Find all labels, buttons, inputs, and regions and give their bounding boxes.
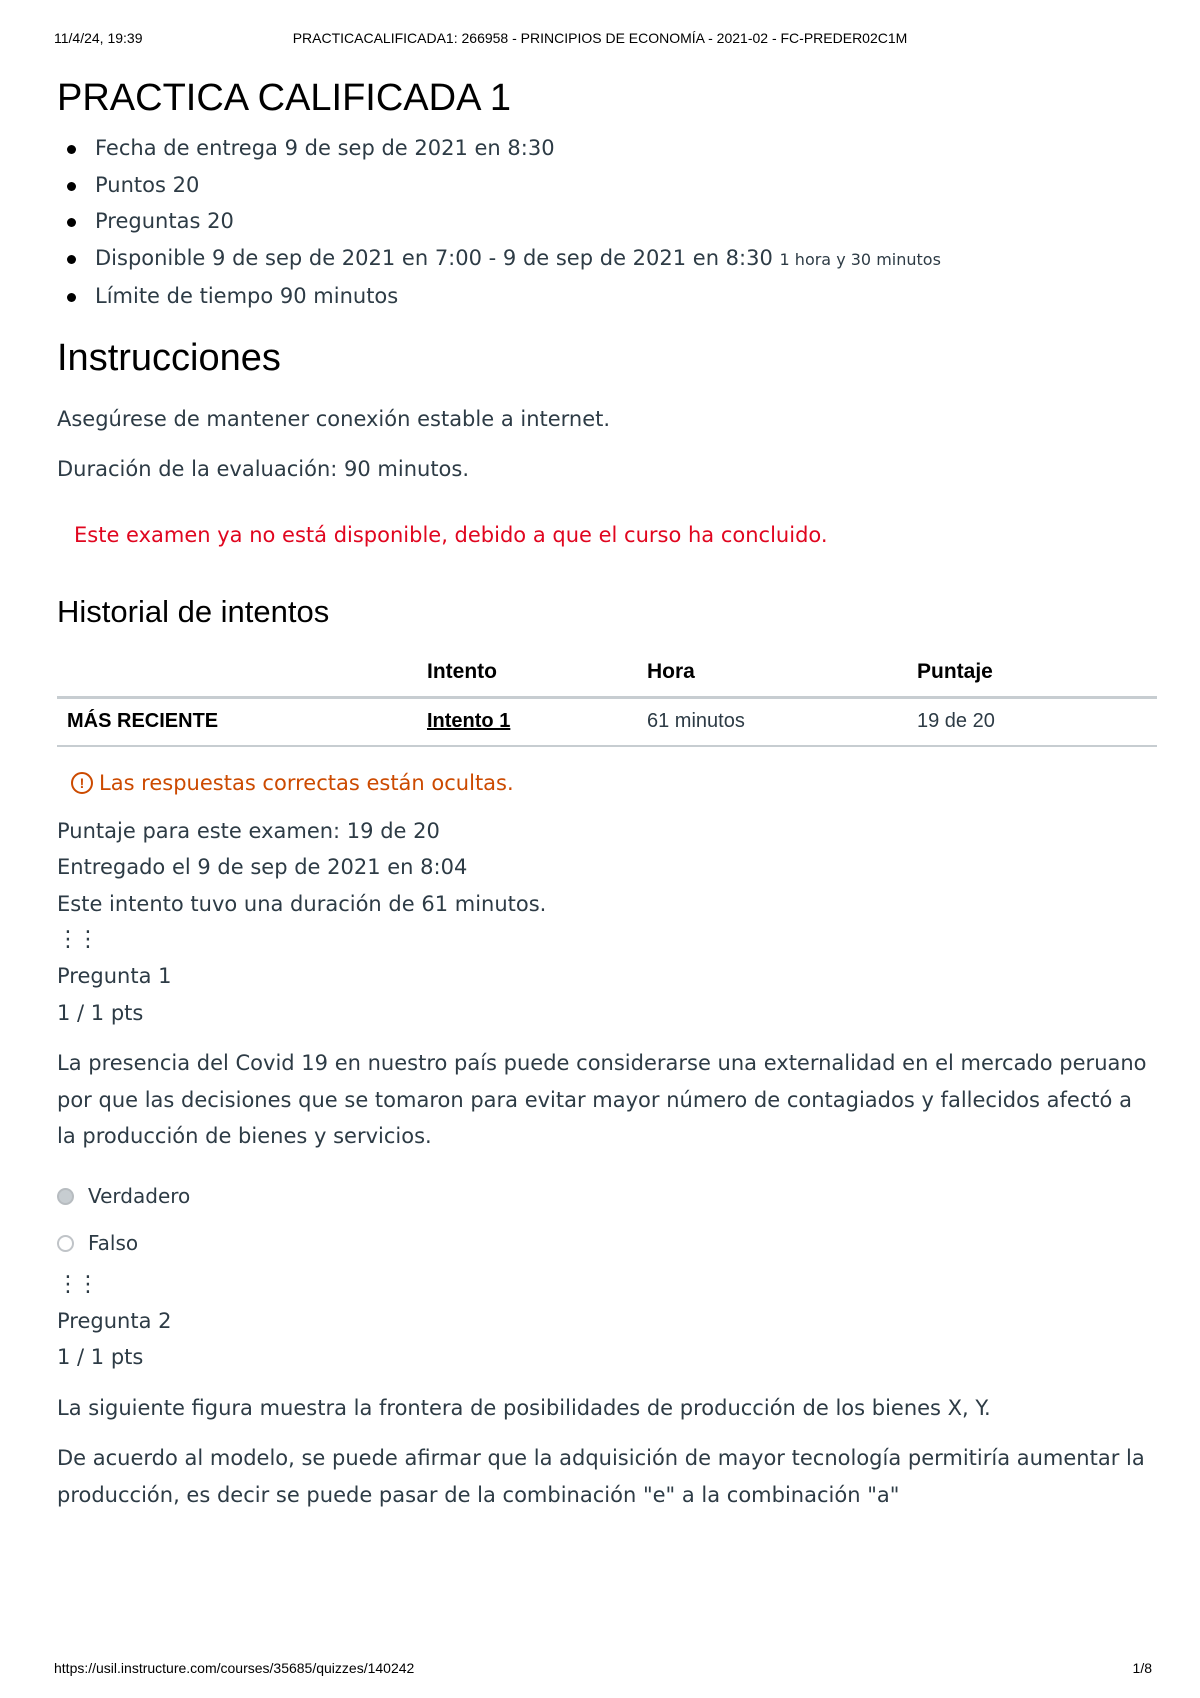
print-date: 11/4/24, 19:39 (54, 30, 143, 46)
radio-selected-icon[interactable] (57, 1188, 74, 1205)
detail-value: 90 minutos (279, 284, 399, 308)
detail-points (57, 167, 1157, 204)
instructions-title: Instrucciones (57, 336, 281, 379)
bullet-icon (67, 182, 76, 191)
drag-handle-icon[interactable]: ⋮⋮ (57, 927, 97, 952)
detail-label: Puntos (95, 172, 166, 197)
attempt-score: 19 de 20 (907, 697, 1157, 746)
answer-label: Verdadero (88, 1184, 191, 1208)
print-page-title: PRACTICACALIFICADA1: 266958 - PRINCIPIOS DE ECONOMÍA - 2021-02 - FC-PREDER02C1M (292, 30, 908, 46)
attempt-cell (417, 697, 637, 746)
print-header (0, 30, 1200, 50)
hidden-answers-notice (57, 765, 1157, 801)
attempt-link[interactable]: Intento 1 (427, 710, 511, 732)
detail-value: 20 (207, 209, 234, 233)
summary-duration: Este intento tuvo una duración de 61 minutos. (57, 891, 547, 916)
detail-label: Fecha de entrega (95, 136, 278, 160)
instruction-line: Duración de la evaluación: 90 minutos. (57, 457, 470, 481)
attempt-time: 61 minutos (637, 697, 907, 746)
attempt-summary (57, 813, 1157, 923)
warning-icon: ! (71, 772, 93, 794)
bullet-icon (67, 145, 76, 154)
question-text: La siguiente figura muestra la frontera de posibilidades de producción de los bienes X, Y. (57, 1395, 991, 1420)
question-1 (57, 922, 1157, 1267)
answer-list (57, 1173, 1157, 1267)
table-header-row (57, 648, 1157, 698)
print-page-count: 1/8 (1132, 1660, 1152, 1676)
print-url: https://usil.instructure.com/courses/35685/quizzes/140242 (54, 1660, 415, 1676)
column-header: Hora (637, 648, 907, 698)
detail-label: Límite de tiempo (95, 284, 274, 308)
detail-value: 9 de sep de 2021 en 7:00 - 9 de sep de 2021 en 8:30 (212, 245, 773, 270)
print-footer (0, 1660, 1200, 1680)
detail-note: 1 hora y 30 minutos (779, 249, 941, 269)
bullet-icon (67, 293, 76, 302)
drag-handle-icon[interactable]: ⋮⋮ (57, 1271, 97, 1297)
answer-option[interactable] (57, 1220, 1157, 1267)
hidden-answers-text: Las respuestas correctas están ocultas. (99, 770, 514, 795)
table-row (57, 697, 1157, 746)
radio-icon[interactable] (57, 1235, 74, 1252)
column-header (57, 648, 417, 698)
detail-time-limit (57, 278, 1157, 315)
attempt-tag: MÁS RECIENTE (57, 697, 417, 746)
detail-due-date (57, 130, 1157, 167)
detail-questions (57, 203, 1157, 240)
detail-value: 9 de sep de 2021 en 8:30 (284, 136, 555, 160)
bullet-icon (67, 255, 76, 264)
question-points: 1 / 1 pts (57, 1345, 144, 1369)
summary-submitted: Entregado el 9 de sep de 2021 en 8:04 (57, 855, 468, 879)
question-text: De acuerdo al modelo, se puede afirmar que la adquisición de mayor tecnología permitiría aumentar la producción, es decir se puede pasar de la combinación "e" a la combinación "a" (57, 1446, 1145, 1507)
question-points: 1 / 1 pts (57, 1000, 144, 1025)
quiz-details (57, 130, 1157, 315)
unavailable-notice: Este examen ya no está disponible, debido a que el curso ha concluido. (74, 522, 828, 547)
column-header: Intento (417, 648, 637, 698)
instruction-line: Asegúrese de mantener conexión estable a internet. (57, 406, 611, 431)
answer-label: Falso (88, 1231, 139, 1255)
history-title: Historial de intentos (57, 593, 330, 629)
question-2 (57, 1267, 1157, 1514)
detail-label: Preguntas (95, 209, 201, 233)
answer-option[interactable] (57, 1173, 1157, 1220)
detail-label: Disponible (95, 245, 206, 270)
quiz-content (57, 70, 1157, 1513)
attempts-table (57, 648, 1157, 747)
question-title: Pregunta 2 (57, 1308, 172, 1333)
detail-available (57, 240, 1157, 279)
quiz-title: PRACTICA CALIFICADA 1 (57, 77, 512, 119)
column-header: Puntaje (907, 648, 1157, 698)
detail-value: 20 (172, 172, 200, 197)
bullet-icon (67, 218, 76, 227)
question-title: Pregunta 1 (57, 964, 172, 988)
question-text: La presencia del Covid 19 en nuestro país puede considerarse una externalidad en el mercado peruano por que las decisiones que se tomaron para evitar mayor número de contagiados y fallecidos afectó a la producción de bienes y servicios. (57, 1051, 1147, 1148)
summary-score: Puntaje para este examen: 19 de 20 (57, 818, 440, 843)
